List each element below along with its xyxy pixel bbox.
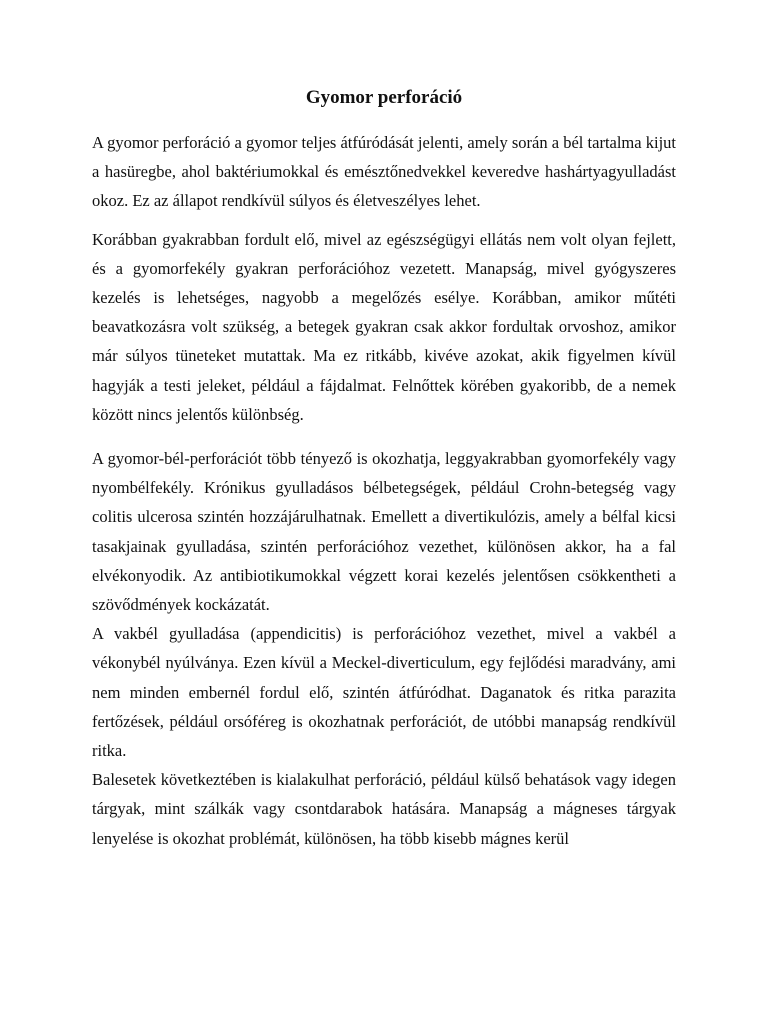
document-page	[92, 84, 676, 853]
paragraph-accidents: Balesetek következtében is kialakulhat perforáció, például külső behatások vagy idegen tárgyak, mint szálkák vagy csontdarabok hatására. Manapság a mágneses tárgyak lenyelése is okozhat problémát, különösen, ha több kisebb mágnes kerül	[92, 770, 676, 848]
paragraph-history: Korábban gyakrabban fordult elő, mivel az egészségügyi ellátás nem volt olyan fejlett, és a gyomorfekély gyakran perforációhoz vezetett. Manapság, mivel gyógyszeres kezelés is lehetséges, nagyobb a megelőzés esélye. Korábban, amikor műtéti beavatkozásra volt szükség, a betegek gyakran csak akkor fordultak orvoshoz, amikor már súlyos tüneteket mutattak. Ma ez ritkább, kivéve azokat, akik figyelmen kívül hagyják a testi jeleket, például a fájdalmat. Felnőttek körében gyakoribb, de a nemek között nincs jelentős különbség.	[92, 229, 676, 424]
document-title: Gyomor perforáció	[305, 87, 463, 108]
paragraph-causes: A gyomor-bél-perforációt több tényező is okozhatja, leggyakrabban gyomorfekély vagy nyombélfekély. Krónikus gyulladásos bélbetegségek, például Crohn-betegség vagy colitis ulcerosa szintén hozzájárulhatnak. Emellett a divertikulózis, amely a bélfal kicsi tasakjainak gyulladása, szintén perforációhoz vezethet, különösen akkor, ha a fal elvékonyodik. Az antibiotikumokkal végzett korai kezelés jelentősen csökkentheti a szövődmények kockázatát.	[92, 449, 676, 615]
paragraph-appendicitis: A vakbél gyulladása (appendicitis) is perforációhoz vezethet, mivel a vakbél a vékonybél nyúlványa. Ezen kívül a Meckel-diverticulum, egy fejlődési maradvány, ami nem minden embernél fordul elő, szintén átfúródhat. Daganatok és ritka parazita fertőzések, például orsóféreg is okozhatnak perforációt, de utóbbi manapság rendkívül ritka.	[92, 624, 676, 761]
paragraph-intro: A gyomor perforáció a gyomor teljes átfúródását jelenti, amely során a bél tartalma kijut a hasüregbe, ahol baktériumokkal és emésztőnedvekkel keveredve hashártyagyulladást okoz. Ez az állapot rendkívül súlyos és életveszélyes lehet.	[92, 133, 676, 211]
